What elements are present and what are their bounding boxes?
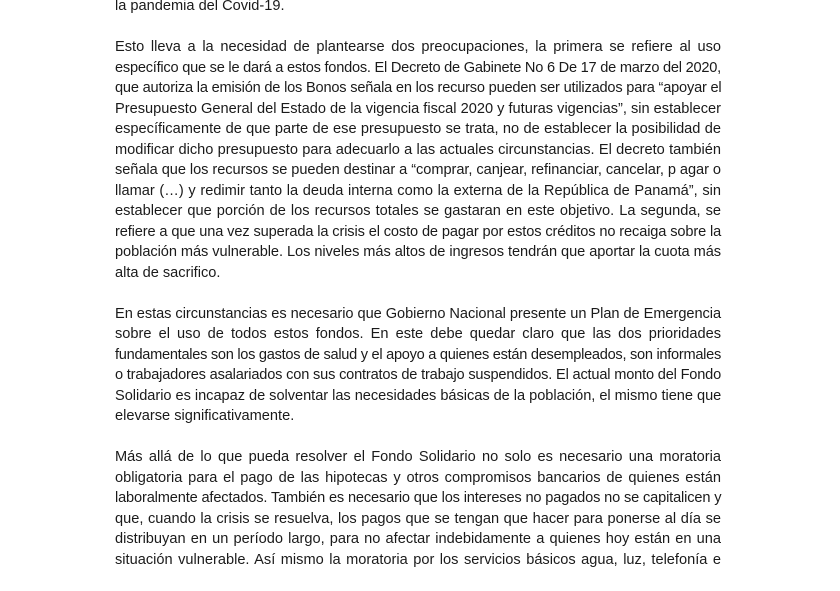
text-line: obligatoria para el pago de las hipotecas y otros compromisos bancarios de quienes están — [115, 469, 721, 486]
text-line: elevarse significativamente. — [115, 408, 295, 424]
text-line: sobre el uso de todos estos fondos. En este debe quedar claro que las dos prioridades — [115, 326, 721, 342]
text-line: modificar dicho presupuesto para adecuarlo a las actuales circunstancias. El decreto también — [115, 141, 721, 158]
text-line: Más allá de lo que pueda resolver el Fondo Solidario no solo es necesario una moratoria — [115, 449, 721, 465]
text-line: que autoriza la emisión de los Bonos señala en los recurso pueden ser utilizados para “apoyar el — [115, 80, 722, 96]
paragraph-fondo-solidario — [115, 447, 721, 570]
text-line: que, cuando la crisis se resuelva, los pagos que se tengan que hacer para ponerse al día se — [115, 510, 721, 527]
text-line: situación vulnerable. Así mismo la moratoria por los servicios básicos agua, luz, telefonía e — [115, 551, 721, 568]
text-line: o trabajadores asalariados con sus contratos de trabajo suspendidos. El actual monto del Fondo — [115, 367, 722, 383]
document-page — [115, 0, 721, 591]
text-line: específico que se le dará a estos fondos. El Decreto de Gabinete No 6 De 17 de marzo del 2020, — [115, 59, 721, 76]
text-line: la pandemia del Covid-19. — [115, 0, 285, 14]
paragraph-preocupaciones — [115, 37, 721, 283]
paragraph-intro-end — [115, 0, 721, 17]
text-line: Solidario es incapaz de solventar las necesidades básicas de la población, el mismo tiene que — [115, 387, 722, 404]
text-line: específicamente de que parte de ese presupuesto se trata, no de establecer la posibilidad de — [115, 121, 721, 137]
text-line: llamar (…) y redimir tanto la deuda interna como la externa de la República de Panamá”, sin — [115, 182, 721, 199]
text-line: población más vulnerable. Los niveles más altos de ingresos tendrán que aportar la cuota más — [115, 244, 721, 260]
text-line: Esto lleva a la necesidad de plantearse dos preocupaciones, la primera se refiere al uso — [115, 39, 721, 55]
text-line: señala que los recursos se pueden destinar a “comprar, canjear, refinanciar, cancelar, p agar o — [115, 162, 721, 178]
paragraph-plan-emergencia — [115, 304, 721, 427]
text-line: En estas circunstancias es necesario que Gobierno Nacional presente un Plan de Emergencia — [115, 305, 722, 322]
text-line: fundamentales son los gastos de salud y el apoyo a quienes están desempleados, son informales — [115, 346, 721, 363]
text-line: laboralmente afectados. También es necesario que los intereses no pagados no se capitalicen y — [115, 490, 722, 506]
text-line: Presupuesto General del Estado de la vigencia fiscal 2020 y futuras vigencias”, sin establecer — [115, 100, 721, 117]
text-line: alta de sacrifico. — [115, 264, 221, 281]
text-line: distribuyan en un período largo, para no afectar indebidamente a quienes hoy están en una — [115, 531, 721, 547]
text-line: refiere a que una vez superada la crisis el costo de pagar por estos créditos no recaiga sobre la — [115, 223, 722, 240]
text-line: establecer que porción de los recursos totales se gastaran en este objetivo. La segunda, se — [115, 203, 721, 219]
